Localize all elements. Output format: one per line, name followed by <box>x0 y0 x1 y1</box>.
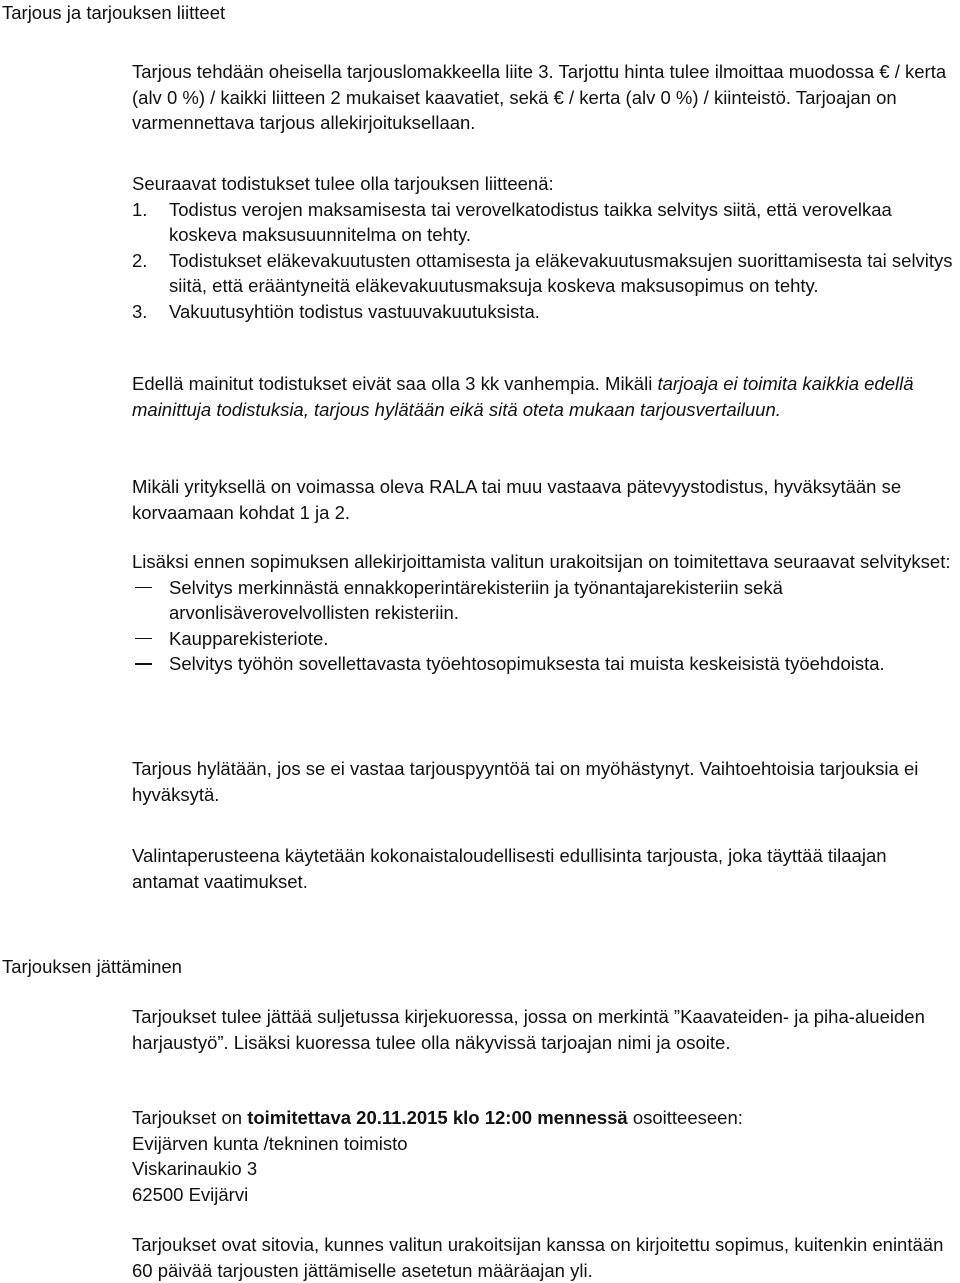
list-item-text: Todistus verojen maksamisesta tai verovelkatodistus taikka selvitys siitä, että verovelkaa koskeva maksusuunnitelma on tehty. <box>169 198 892 245</box>
list-item <box>132 197 958 248</box>
address-line: Evijärven kunta /tekninen toimisto <box>132 1132 408 1154</box>
certificate-age-text <box>132 371 958 422</box>
deadline-address-block <box>132 1105 958 1207</box>
list-item-text: Todistukset eläkevakuutusten ottamisesta ja eläkevakuutusmaksujen suorittamisesta tai selvitys siitä, että erääntyneitä eläkevakuutusmaksuja koskeva maksusopimus on tehty. <box>169 249 953 296</box>
rejection-text: Tarjous hylätään, jos se ei vastaa tarjouspyyntöä tai on myöhästynyt. Vaihtoehtoisia tarjouksia ei hyväksytä. <box>132 758 919 805</box>
envelope-paragraph <box>132 1004 958 1055</box>
criteria-text: Valintaperusteena käytetään kokonaistaloudellisesti edullisinta tarjousta, joka täyttää tilaajan antamat vaatimukset. <box>132 845 887 892</box>
bullet-item-text: Selvitys työhön sovellettavasta työehtosopimuksesta tai muista keskeisistä työehdoista. <box>169 653 885 674</box>
rejection-paragraph <box>132 756 958 807</box>
certificate-age-normal: Edellä mainitut todistukset eivät saa olla 3 kk vanhempia. Mikäli <box>132 373 658 394</box>
list-item-text: Vakuutusyhtiön todistus vastuuvakuutuksista. <box>169 300 540 322</box>
certificate-age-italic: tarjoaja ei toimita kaikkia edellä mainittuja todistuksia, tarjous hylätään eikä sitä oteta mukaan tarjousvertailuun. <box>132 373 914 420</box>
bullet-item <box>132 575 958 626</box>
section-heading-submission: Tarjouksen jättäminen <box>2 956 182 977</box>
certificate-age-paragraph <box>132 371 958 422</box>
bullet-item-text: Kaupparekisteriote. <box>169 627 329 649</box>
bullet-item <box>132 626 958 652</box>
rala-paragraph <box>132 474 958 525</box>
binding-text: Tarjoukset ovat sitovia, kunnes valitun urakoitsijan kanssa on kirjoitettu sopimus, kuitenkin enintään 60 päivää tarjousten jättämiselle asetetun määräajan yli. <box>132 1234 944 1281</box>
envelope-text: Tarjoukset tulee jättää suljetussa kirjekuoressa, jossa on merkintä ”Kaavateiden- ja piha-alueiden harjaustyö”. Lisäksi kuoressa tulee olla näkyvissä tarjoajan nimi ja osoite. <box>132 1006 925 1053</box>
dash-bullet-icon <box>135 587 152 589</box>
offer-intro-text: Tarjous tehdään oheisella tarjouslomakkeella liite 3. Tarjottu hinta tulee ilmoittaa muodossa € / kerta (alv 0 %) / kaikki liitteen 2 mukaiset kaavatiet, sekä € / kerta (alv 0 %) / kiinteistö. Tarjoajan on varmennettava tarjous allekirjoituksellaan. <box>132 61 947 133</box>
deadline-date: toimitettava 20.11.2015 klo 12:00 mennessä <box>247 1107 628 1128</box>
list-number: 3. <box>132 300 148 322</box>
additional-lead: Lisäksi ennen sopimuksen allekirjoittamista valitun urakoitsijan on toimitettava seuraavat selvitykset: <box>132 551 951 572</box>
offer-intro-paragraph <box>132 59 958 136</box>
rala-text: Mikäli yrityksellä on voimassa oleva RALA tai muu vastaava pätevyystodistus, hyväksytään se korvaamaan kohdat 1 ja 2. <box>132 476 902 523</box>
dash-bullet-icon <box>135 638 152 640</box>
certificates-list <box>132 171 958 324</box>
list-number: 1. <box>132 198 148 220</box>
section-heading-offer: Tarjous ja tarjouksen liitteet <box>2 2 226 23</box>
address-line: Viskarinaukio 3 <box>132 1158 258 1179</box>
bullet-item <box>132 651 958 677</box>
list-item <box>132 248 958 299</box>
deadline-prefix: Tarjoukset on <box>132 1107 248 1128</box>
additional-reports <box>132 549 958 677</box>
certificates-lead: Seuraavat todistukset tulee olla tarjouksen liitteenä: <box>132 173 554 194</box>
address-line: 62500 Evijärvi <box>132 1183 249 1205</box>
binding-paragraph <box>132 1232 958 1283</box>
dash-bullet-icon <box>135 663 152 665</box>
deadline-line <box>132 1105 958 1131</box>
deadline-suffix: osoitteeseen: <box>627 1107 743 1128</box>
bullet-item-text: Selvitys merkinnästä ennakkoperintärekisteriin ja työnantajarekisteriin sekä arvonlisäverovelvollisten rekisteriin. <box>169 576 783 623</box>
criteria-paragraph <box>132 843 958 894</box>
list-number: 2. <box>132 249 148 271</box>
list-item <box>132 299 958 325</box>
